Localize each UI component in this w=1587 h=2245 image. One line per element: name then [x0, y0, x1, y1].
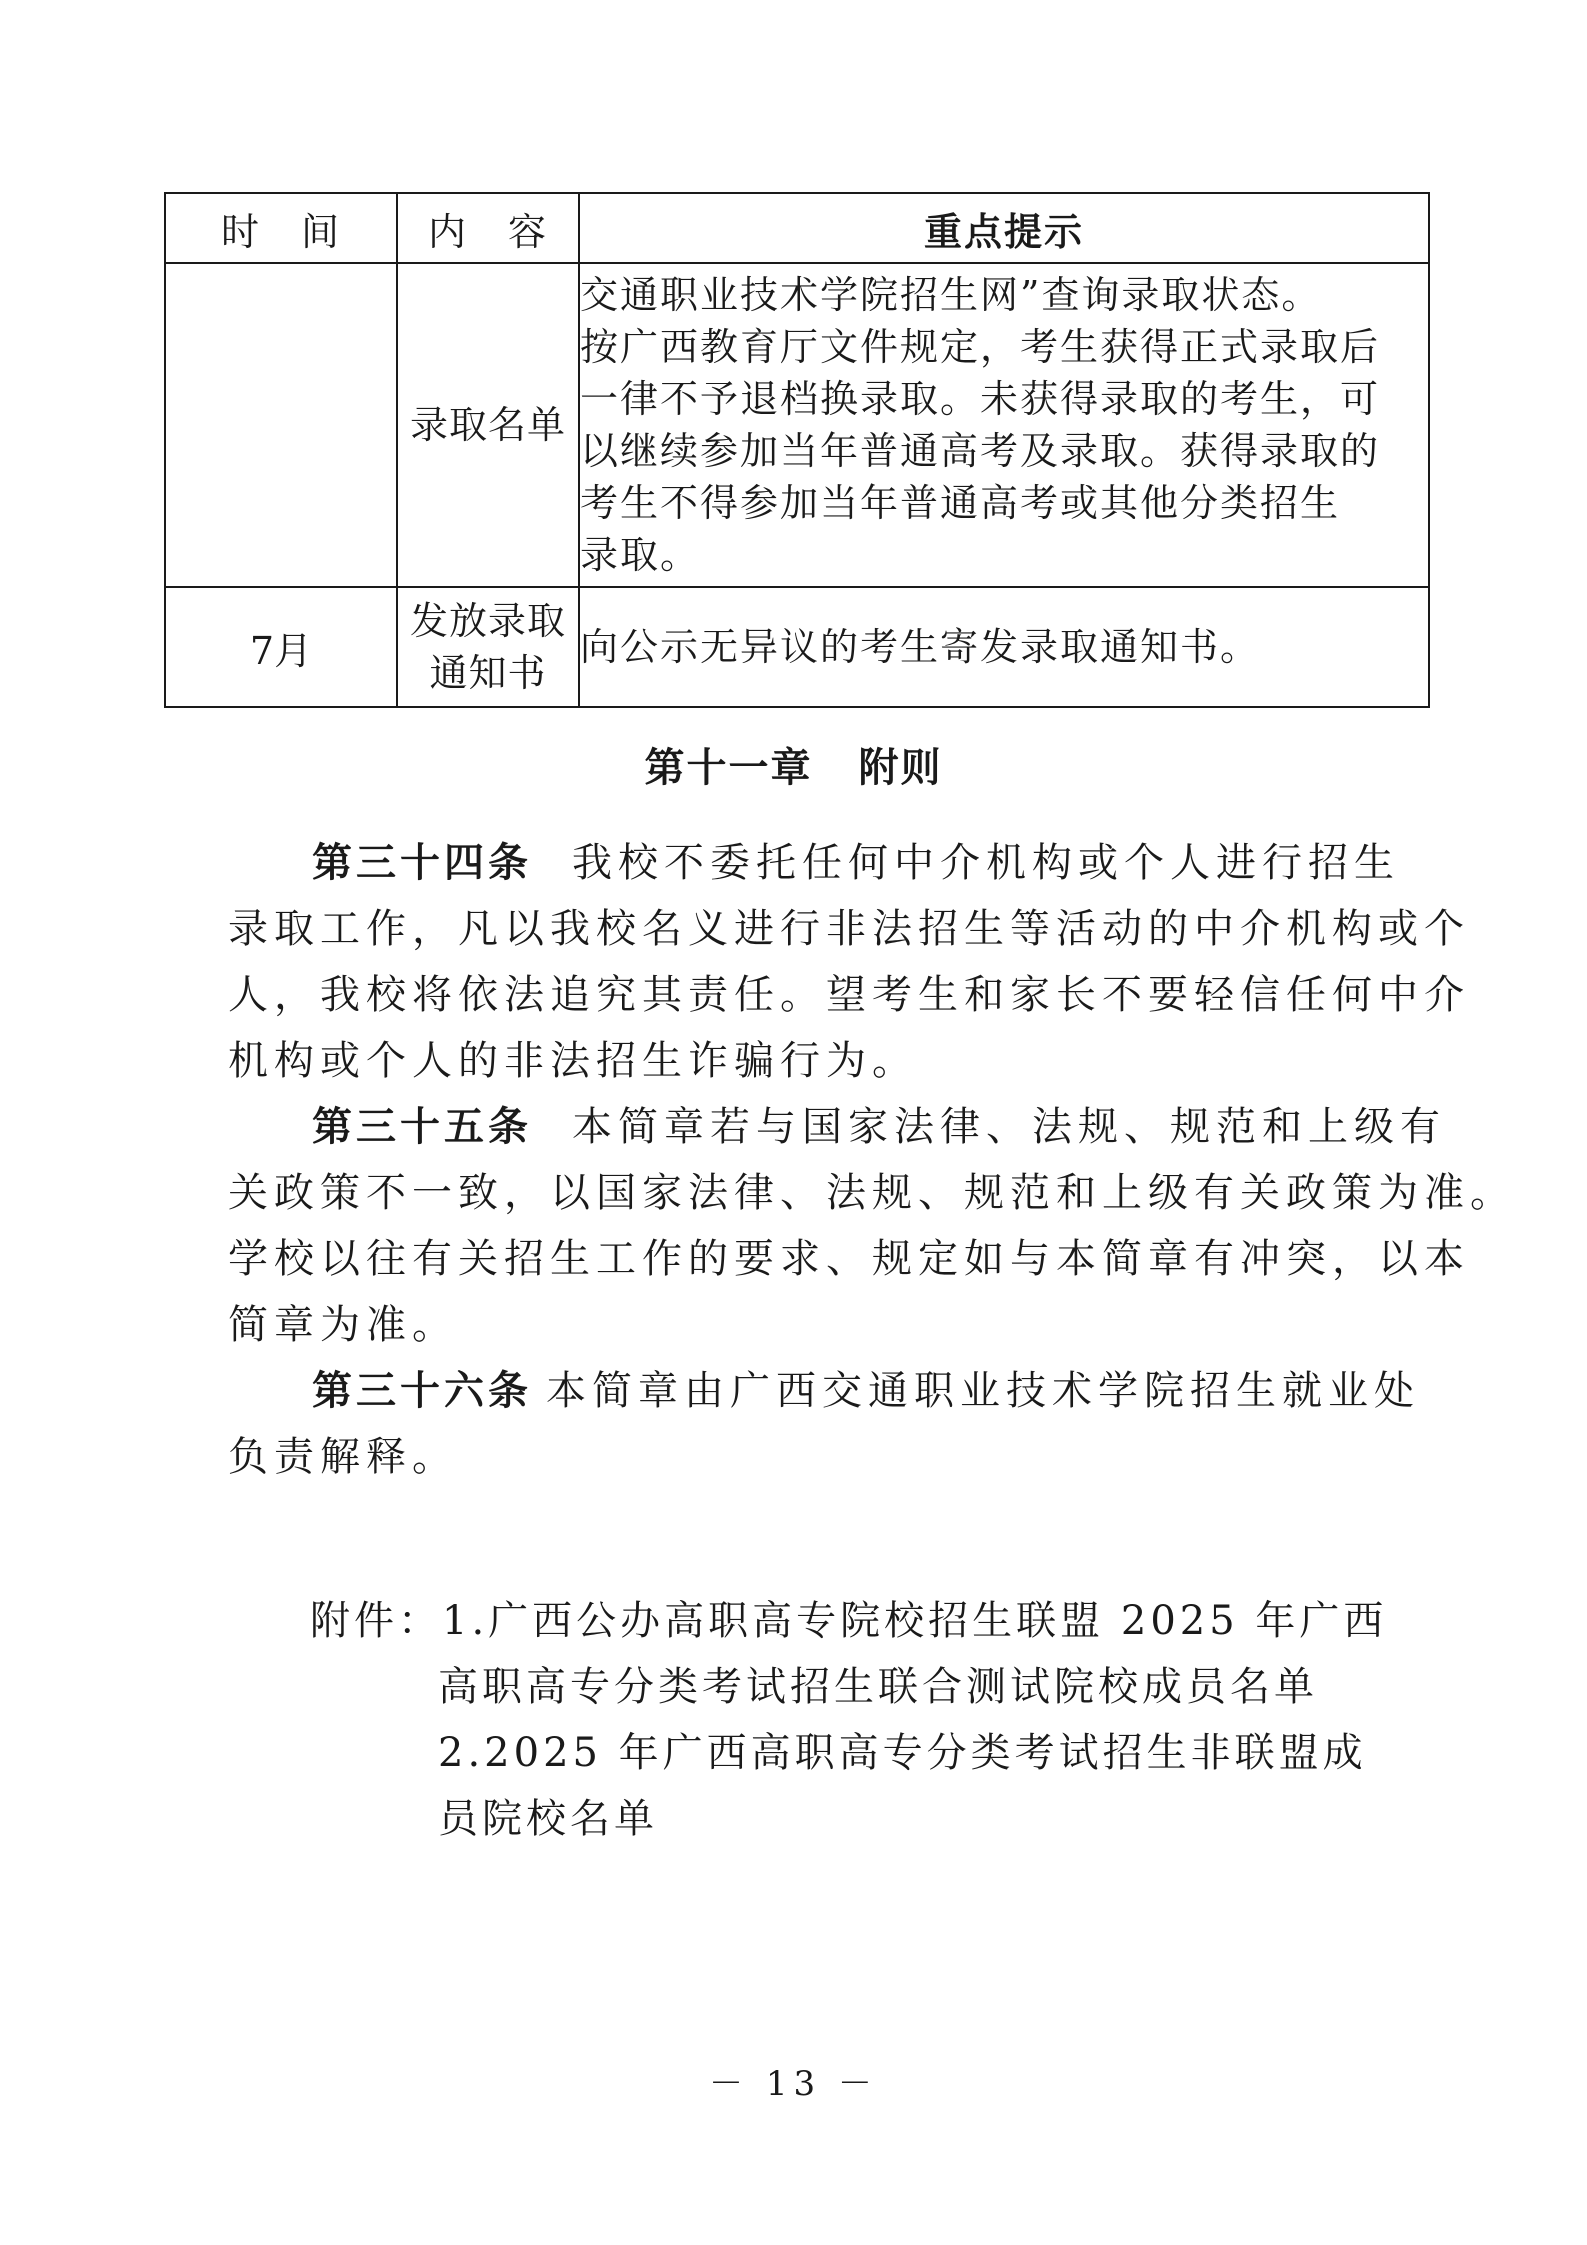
article-line: 录取工作，凡以我校名义进行非法招生等活动的中介机构或个 — [228, 906, 1470, 952]
table-row — [165, 263, 1429, 587]
article-34 — [228, 830, 1470, 1094]
article-line: 机构或个人的非法招生诈骗行为。 — [228, 1038, 918, 1084]
header-tip: 重点提示 — [579, 193, 1429, 263]
table-header-row — [165, 193, 1429, 263]
attachment-line: 2.2025 年广西高职高专分类考试招生非联盟成 — [438, 1730, 1367, 1776]
header-time: 时 间 — [165, 193, 397, 263]
article-36 — [228, 1358, 1420, 1490]
chapter-number: 第十一章 — [644, 745, 813, 791]
chapter-title: 附则 — [858, 745, 943, 791]
cell-tip — [579, 263, 1429, 587]
cell-content — [397, 263, 579, 587]
attachment-line: 员院校名单 — [438, 1796, 658, 1842]
tip-line: 按广西教育厅文件规定，考生获得正式录取后 — [580, 325, 1381, 369]
article-line: 简章为准。 — [228, 1302, 458, 1348]
article-line: 学校以往有关招生工作的要求、规定如与本简章有冲突，以本 — [228, 1236, 1470, 1282]
cell-time: 7月 — [165, 587, 397, 707]
content-line: 录取名单 — [409, 403, 566, 447]
article-number: 第三十六条 — [312, 1368, 532, 1414]
chapter-heading — [0, 736, 1587, 793]
article-35 — [228, 1094, 1516, 1358]
article-line: 关政策不一致，以国家法律、法规、规范和上级有关政策为准。 — [228, 1170, 1516, 1216]
attachments-label: 附件： — [310, 1598, 442, 1644]
content-line: 发放录取 — [409, 599, 566, 643]
article-line: 人，我校将依法追究其责任。望考生和家长不要轻信任何中介 — [228, 972, 1470, 1018]
table-row — [165, 587, 1429, 707]
content-line: 通知书 — [429, 651, 547, 695]
attachments — [310, 1588, 1387, 1852]
page-number: － 13 － — [709, 2064, 878, 2104]
tip-line: 录取。 — [580, 533, 701, 577]
article-line: 负责解释。 — [228, 1434, 458, 1480]
cell-tip — [579, 587, 1429, 707]
article-number: 第三十四条 — [312, 840, 532, 886]
article-line: 本简章若与国家法律、法规、规范和上级有 — [572, 1104, 1446, 1150]
tip-line: 向公示无异议的考生寄发录取通知书。 — [580, 625, 1261, 669]
enrollment-schedule-table — [164, 192, 1430, 708]
attachment-line: 高职高专分类考试招生联合测试院校成员名单 — [438, 1664, 1318, 1710]
tip-line: 以继续参加当年普通高考及录取。获得录取的 — [580, 429, 1381, 473]
cell-content — [397, 587, 579, 707]
header-content: 内 容 — [397, 193, 579, 263]
article-number: 第三十五条 — [312, 1104, 532, 1150]
article-line: 本简章由广西交通职业技术学院招生就业处 — [546, 1368, 1420, 1414]
article-line: 我校不委托任何中介机构或个人进行招生 — [572, 840, 1400, 886]
tip-line: 一律不予退档换录取。未获得录取的考生，可 — [580, 377, 1381, 421]
cell-time — [165, 263, 397, 587]
tip-line: 考生不得参加当年普通高考或其他分类招生 — [580, 481, 1341, 525]
tip-line: 交通职业技术学院招生网”查询录取状态。 — [580, 273, 1322, 317]
attachment-line: 1.广西公办高职高专院校招生联盟 2025 年广西 — [442, 1598, 1388, 1644]
